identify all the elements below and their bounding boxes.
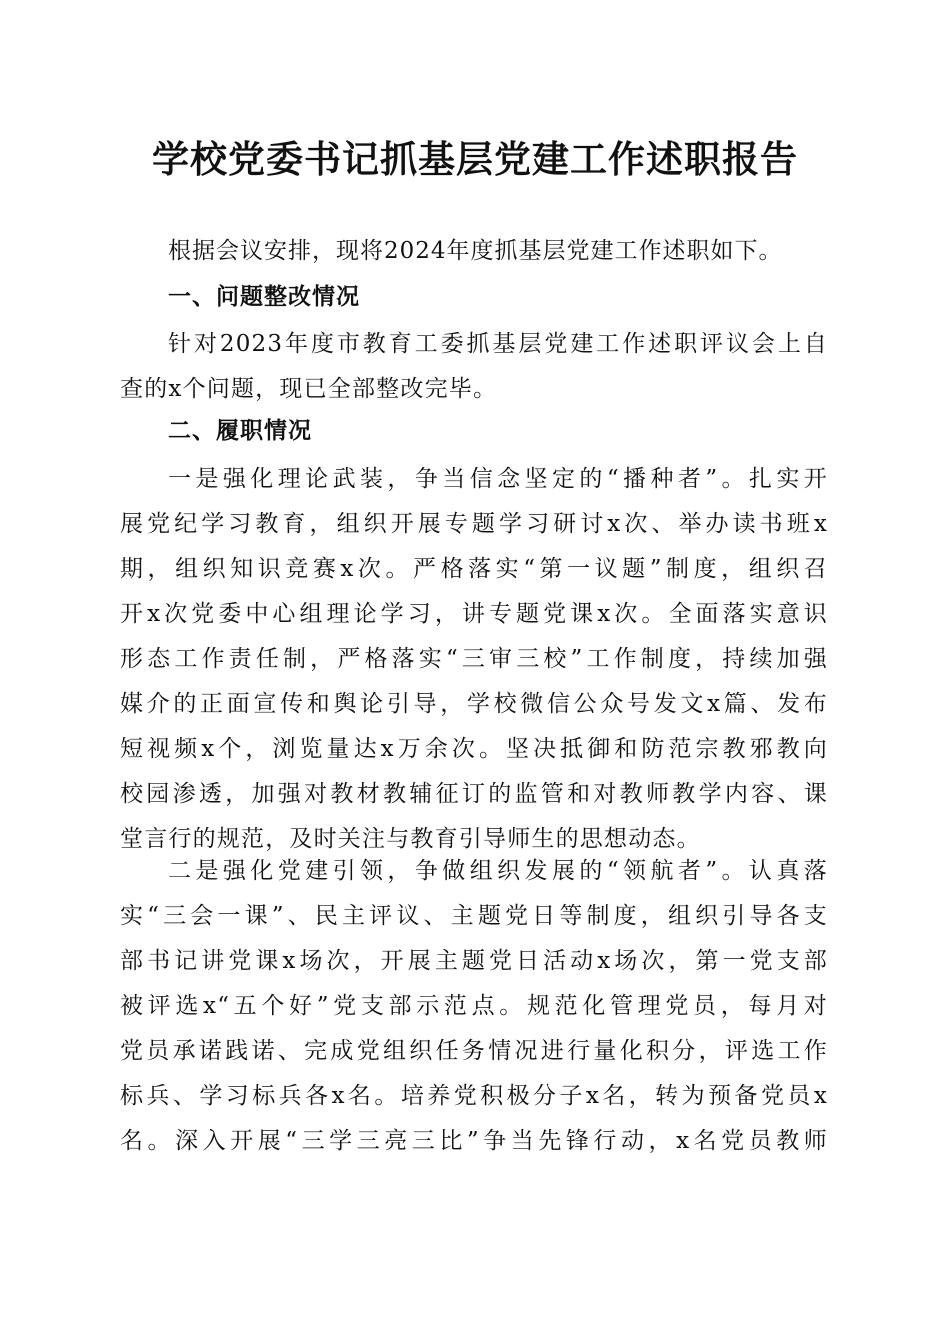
paragraph-line: 标兵、学习标兵各x名。培养党积极分子x名，转为预备党员x <box>120 1083 828 1109</box>
intro-paragraph: 根据会议安排，现将2024年度抓基层党建工作述职如下。 <box>168 238 783 264</box>
paragraph-line: 堂言行的规范，及时关注与教育引导师生的思想动态。 <box>120 826 701 852</box>
paragraph-line: 开x次党委中心组理论学习，讲专题党课x次。全面落实意识 <box>120 601 828 627</box>
paragraph-line: 展党纪学习教育，组织开展专题学习研讨x次、举办读书班x <box>120 511 828 537</box>
section-heading-problem-rectification: 一、问题整改情况 <box>168 284 360 310</box>
section2-paragraph-1 <box>120 457 828 862</box>
paragraph-line: 媒介的正面宣传和舆论引导，学校微信公众号发文x篇、发布 <box>120 691 828 717</box>
paragraph-line: 被评选x“五个好”党支部示范点。规范化管理党员，每月对 <box>120 993 828 1019</box>
paragraph-line: 查的x个问题，现已全部整改完毕。 <box>120 376 498 402</box>
paragraph-line: 二是强化党建引领，争做组织发展的“领航者”。认真落 <box>168 858 828 884</box>
section2-paragraph-2 <box>120 849 828 1164</box>
section1-paragraph <box>120 322 828 412</box>
paragraph-line: 期，组织知识竞赛x次。严格落实“第一议题”制度，组织召 <box>120 556 828 582</box>
document-title: 学校党委书记抓基层党建工作述职报告 <box>152 137 798 181</box>
paragraph-line: 部书记讲党课x场次，开展主题党日活动x场次，第一党支部 <box>120 948 828 974</box>
paragraph-line: 校园渗透，加强对教材教辅征订的监管和对教师教学内容、课 <box>120 781 828 807</box>
paragraph-line: 形态工作责任制，严格落实“三审三校”工作制度，持续加强 <box>120 646 828 672</box>
paragraph-line: 针对2023年度市教育工委抓基层党建工作述职评议会上自 <box>168 331 828 357</box>
paragraph-line: 短视频x个，浏览量达x万余次。坚决抵御和防范宗教邪教向 <box>120 736 828 762</box>
paragraph-line: 实“三会一课”、民主评议、主题党日等制度，组织引导各支 <box>120 903 828 929</box>
paragraph-line: 党员承诺践诺、完成党组织任务情况进行量化积分，评选工作 <box>120 1038 828 1064</box>
section-heading-duty-performance: 二、履职情况 <box>168 418 312 444</box>
paragraph-line: 一是强化理论武装，争当信念坚定的“播种者”。扎实开 <box>168 466 828 492</box>
paragraph-line: 名。深入开展“三学三亮三比”争当先锋行动，x名党员教师 <box>120 1128 828 1154</box>
